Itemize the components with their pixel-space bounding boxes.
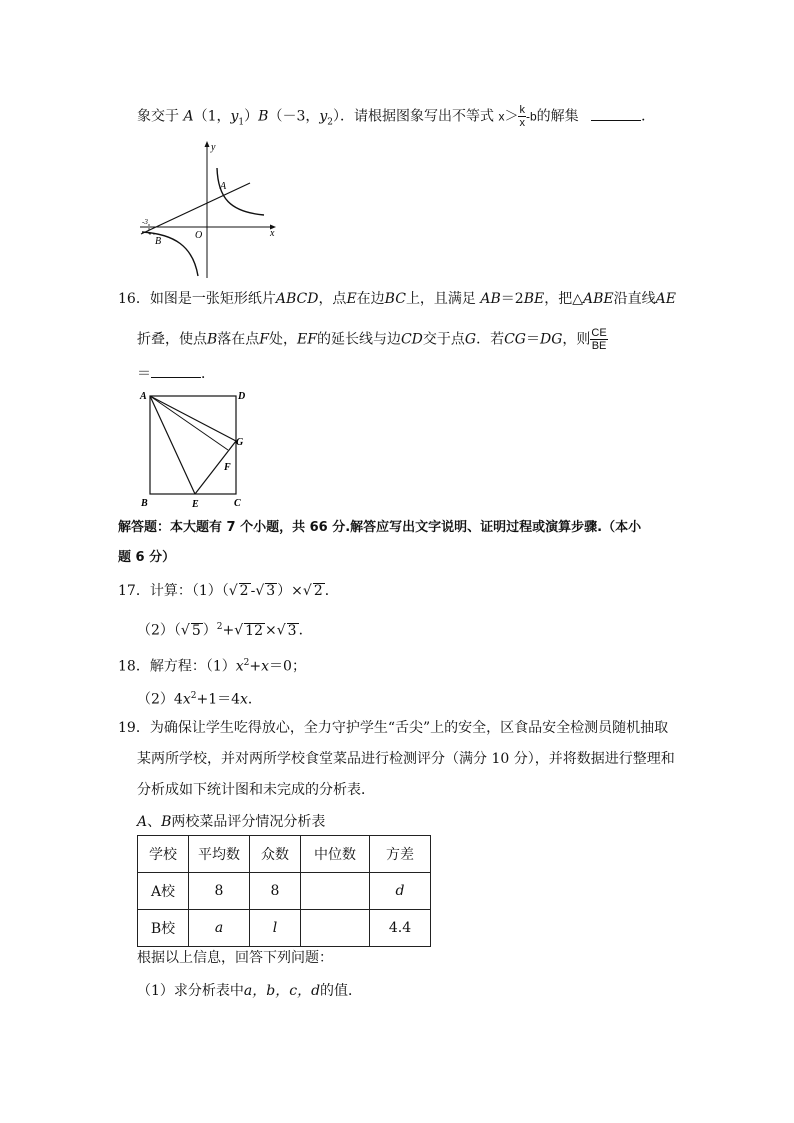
q15-line: 象交于 A（1，$y_1)B(-3$，$y_2$）．请根据图象写出不等式 x＞ $\frac{k}{x}$ -b的解集 ． bbox=[137, 104, 656, 129]
segment-ag bbox=[150, 396, 236, 441]
q15-answer-blank[interactable] bbox=[591, 108, 641, 121]
label-a: A bbox=[220, 181, 227, 192]
q19-line3: 分析成如下统计图和未完成的分析表． bbox=[137, 782, 375, 798]
table-cell: a bbox=[189, 910, 250, 947]
q17-part2: （2）（√ 5 ）$^2$+√ 12 ×√ 3 ． bbox=[137, 622, 313, 639]
table-header: 中位数 bbox=[301, 836, 370, 873]
table-header: 学校 bbox=[138, 836, 189, 873]
label-o: O bbox=[195, 230, 203, 241]
table-cell: A校 bbox=[138, 873, 189, 910]
section-heading: 解答题：本大题有 7 个小题，共 66 分.解答应写出文字说明、证明过程或演算步骤.（本小 bbox=[118, 520, 642, 535]
q16-fraction: $\frac{CE}{BE}$ bbox=[591, 327, 607, 352]
y-axis-arrow bbox=[205, 141, 210, 147]
q16-line2: 折叠，使点B落在点F处，EF的延长线与边CD交于点G．若CG＝DG，则 $\frac{CE}{BE}$ bbox=[137, 327, 607, 352]
segment-af bbox=[150, 396, 228, 450]
label-x: x bbox=[270, 228, 275, 239]
fig-label-g: G bbox=[236, 437, 244, 448]
table-row bbox=[138, 910, 431, 947]
q19-sub1: （1）求分析表中a，b，c，d的值． bbox=[137, 983, 363, 999]
table-cell: B校 bbox=[138, 910, 189, 947]
rect-abcd bbox=[150, 396, 236, 494]
q15-fraction: $\frac{k}{x}$ bbox=[519, 104, 525, 129]
table-header: 方差 bbox=[370, 836, 431, 873]
q16-answer-blank[interactable] bbox=[151, 365, 201, 378]
q19-table-caption: A、B两校菜品评分情况分析表 bbox=[137, 814, 326, 830]
table-cell bbox=[301, 873, 370, 910]
q19-line1: 19．为确保让学生吃得放心，全力守护学生“舌尖”上的安全，区食品安全检测员随机抽取 bbox=[118, 720, 669, 736]
straight-line bbox=[141, 183, 250, 234]
q19-line2: 某两所学校，并对两所学校食堂菜品进行检测评分（满分 10 分），并将数据进行整理和 bbox=[137, 751, 675, 767]
fig-label-b: B bbox=[141, 498, 148, 509]
q18-part1: 18．解方程：$(1)x^2+x=0$； bbox=[118, 658, 306, 675]
q19-after-table: 根据以上信息，回答下列问题： bbox=[137, 950, 333, 966]
label-y: y bbox=[211, 142, 216, 153]
table-cell: 4.4 bbox=[370, 910, 431, 947]
fig-label-c: C bbox=[234, 498, 241, 509]
hyperbola-branch-lower bbox=[142, 232, 198, 276]
table-cell: d bbox=[370, 873, 431, 910]
fig-label-a: A bbox=[140, 391, 147, 402]
fig-label-e: E bbox=[192, 499, 199, 510]
table-row bbox=[138, 873, 431, 910]
label-b: B bbox=[155, 236, 162, 247]
q17-part1: 17．计算：（1）（√ 2 -√ 3 ）×√ 2 ． bbox=[118, 583, 339, 599]
analysis-table bbox=[137, 835, 431, 947]
segment-ae bbox=[150, 396, 195, 494]
q16-line1: 16．如图是一张矩形纸片ABCD，点E在边BC上，且满足 AB＝2BE，把△ABE沿直线AE bbox=[118, 291, 676, 307]
table-header-row bbox=[138, 836, 431, 873]
fig-label-d: D bbox=[238, 391, 246, 402]
table-cell bbox=[301, 910, 370, 947]
q18-part2: $(2)4x^2+1=4x$． bbox=[137, 691, 262, 708]
section-heading-cont: 题 6 分） bbox=[118, 550, 176, 565]
q16-line3: ＝ ． bbox=[137, 366, 215, 382]
fig-label-f: F bbox=[224, 462, 231, 473]
table-header: 平均数 bbox=[189, 836, 250, 873]
table-cell: l bbox=[250, 910, 301, 947]
rectangle-fold-figure bbox=[138, 388, 256, 512]
label-neg3: -3 bbox=[142, 218, 148, 226]
table-cell: 8 bbox=[189, 873, 250, 910]
table-cell: 8 bbox=[250, 873, 301, 910]
table-header: 众数 bbox=[250, 836, 301, 873]
hyperbola-graph bbox=[138, 138, 283, 280]
